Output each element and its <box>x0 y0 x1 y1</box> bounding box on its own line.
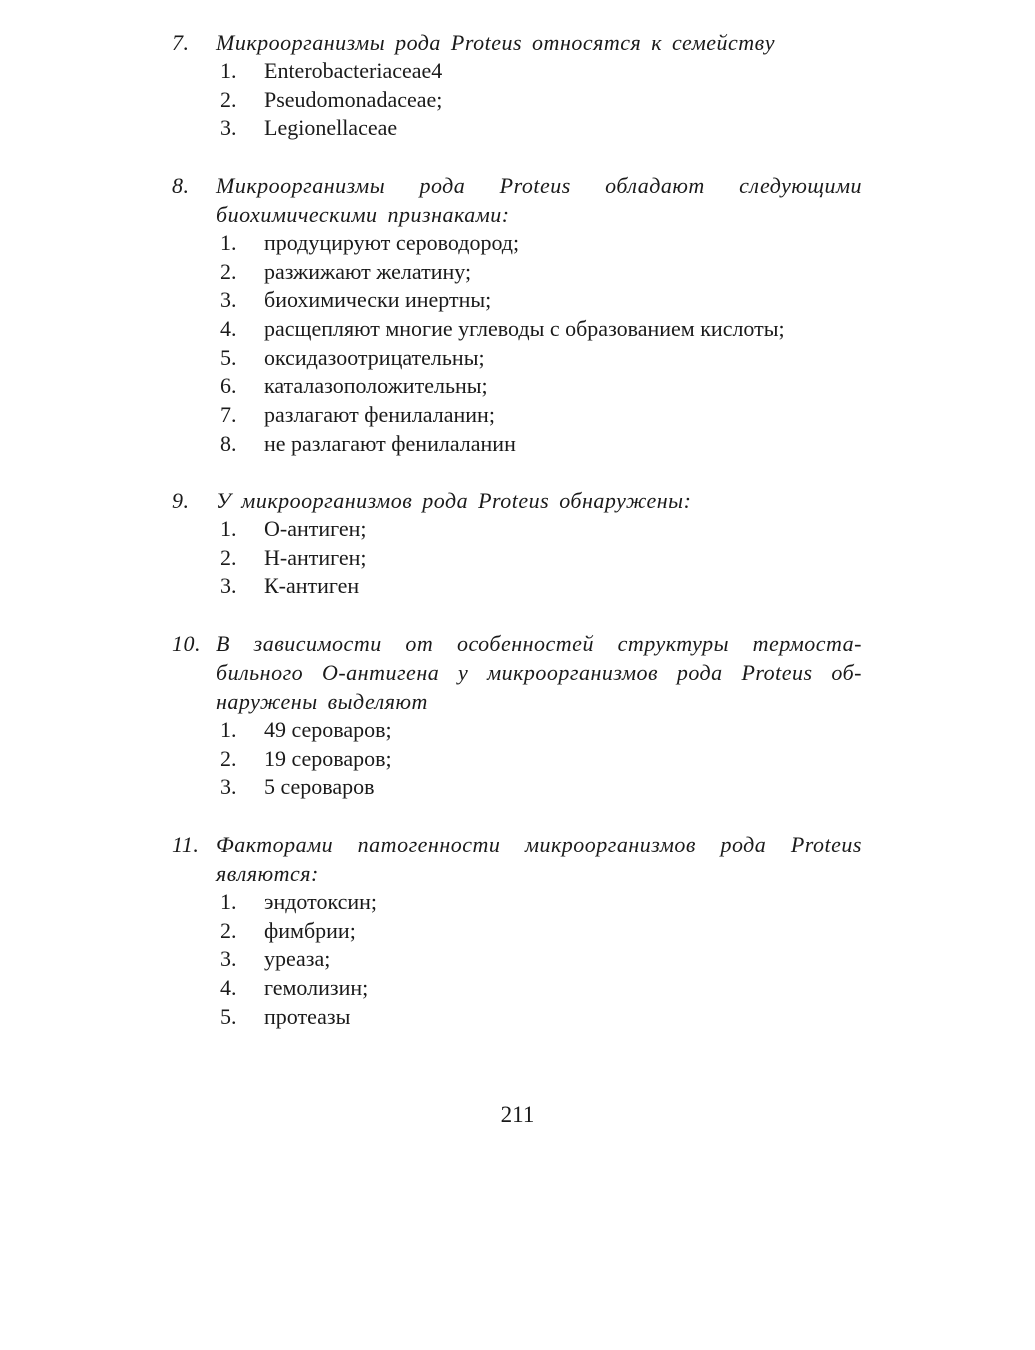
option-text: 19 сероваров; <box>264 745 392 771</box>
answer-option <box>172 372 862 401</box>
question-text <box>216 629 862 716</box>
answer-option <box>172 258 862 287</box>
question-text <box>216 171 862 229</box>
answer-option <box>172 114 862 143</box>
answer-option <box>172 974 862 1003</box>
answer-option <box>172 1003 862 1032</box>
answer-option <box>172 572 862 601</box>
option-number: 3. <box>220 774 237 800</box>
option-text: 5 сероваров <box>264 774 375 800</box>
question-text-line: Факторами патогенности микроорганизмов рода Proteus <box>216 832 862 857</box>
question-text-line: биохимическими признаками: <box>216 202 510 227</box>
option-text: Н-антиген; <box>264 544 367 570</box>
option-number: 4. <box>220 316 237 342</box>
option-number: 1. <box>220 58 237 83</box>
option-number: 2. <box>220 917 237 943</box>
answer-option <box>172 57 862 86</box>
answer-option <box>172 286 862 315</box>
question-number: 8. <box>172 173 190 198</box>
question-text-line: бильного О-антигена у микроорганизмов рода Proteus об- <box>216 660 862 685</box>
answer-option <box>172 773 862 802</box>
option-number: 6. <box>220 373 237 399</box>
answer-option <box>172 745 862 774</box>
option-text: разжижают желатину; <box>264 258 472 284</box>
option-number: 2. <box>220 745 237 771</box>
answer-option <box>172 544 862 573</box>
question-text-line: Микроорганизмы рода Proteus обладают следующими <box>216 173 862 198</box>
answer-option <box>172 401 862 430</box>
option-text: оксидазоотрицательны; <box>264 344 485 370</box>
option-number: 3. <box>220 946 237 972</box>
option-text: не разлагают фенилаланин <box>264 430 516 456</box>
option-text: продуцируют сероводород; <box>264 230 520 255</box>
question-header <box>172 830 862 888</box>
question-header <box>172 28 862 57</box>
answer-options <box>172 716 862 802</box>
question-text <box>216 28 862 57</box>
option-text: разлагают фенилаланин; <box>264 402 495 428</box>
option-number: 4. <box>220 975 237 1001</box>
option-text: каталазоположительны; <box>264 373 488 399</box>
option-text: гемолизин; <box>264 975 369 1001</box>
question-text-line: У микроорганизмов рода Proteus обнаружены: <box>216 488 692 513</box>
answer-option <box>172 430 862 459</box>
option-text: 49 сероваров; <box>264 717 392 742</box>
question-header <box>172 629 862 716</box>
option-text: уреаза; <box>264 946 331 972</box>
option-text: Pseudomonadaceae; <box>264 86 443 112</box>
question-text <box>216 486 862 515</box>
option-text: фимбрии; <box>264 917 356 943</box>
answer-option <box>172 229 862 258</box>
option-text: эндотоксин; <box>264 889 378 914</box>
answer-option <box>172 515 862 544</box>
answer-option <box>172 917 862 946</box>
option-number: 1. <box>220 717 237 742</box>
option-number: 2. <box>220 86 237 112</box>
option-number: 3. <box>220 287 237 313</box>
answer-option <box>172 945 862 974</box>
question-11 <box>172 830 862 1031</box>
question-10 <box>172 629 862 802</box>
answer-option <box>172 716 862 745</box>
option-number: 5. <box>220 344 237 370</box>
option-text: расщепляют многие углеводы с образованием кислоты; <box>264 316 785 342</box>
option-text: Enterobacteriaceae4 <box>264 58 443 83</box>
question-header <box>172 486 862 515</box>
question-text <box>216 830 862 888</box>
option-number: 8. <box>220 430 237 456</box>
answer-option <box>172 315 862 344</box>
option-number: 7. <box>220 402 237 428</box>
question-header <box>172 171 862 229</box>
question-text-line: являются: <box>216 861 319 886</box>
option-text: О-антиген; <box>264 516 367 541</box>
answer-options <box>172 229 862 459</box>
option-text: Legionellaceae <box>264 115 398 141</box>
question-text-line: В зависимости от особенностей структуры термоста- <box>216 631 862 656</box>
answer-options <box>172 888 862 1031</box>
option-number: 1. <box>220 889 237 914</box>
answer-options <box>172 515 862 601</box>
option-number: 5. <box>220 1003 237 1029</box>
question-7 <box>172 28 862 143</box>
question-number: 10. <box>172 631 201 656</box>
question-text-line: наружены выделяют <box>216 689 428 714</box>
answer-option <box>172 86 862 115</box>
page-number: 211 <box>500 1102 535 1127</box>
option-text: протеазы <box>264 1003 351 1029</box>
question-text-line: Микроорганизмы рода Proteus относятся к семейству <box>216 30 775 55</box>
question-number: 7. <box>172 30 190 55</box>
option-number: 2. <box>220 258 237 284</box>
option-number: 2. <box>220 544 237 570</box>
question-8 <box>172 171 862 459</box>
answer-option <box>172 344 862 373</box>
answer-options <box>172 57 862 143</box>
question-9 <box>172 486 862 601</box>
option-number: 3. <box>220 573 237 599</box>
question-number: 9. <box>172 488 190 513</box>
option-text: биохимически инертны; <box>264 287 492 313</box>
question-number: 11. <box>172 832 200 857</box>
option-number: 1. <box>220 230 237 255</box>
option-number: 1. <box>220 516 237 541</box>
option-number: 3. <box>220 115 237 141</box>
option-text: К-антиген <box>264 573 360 599</box>
answer-option <box>172 888 862 917</box>
